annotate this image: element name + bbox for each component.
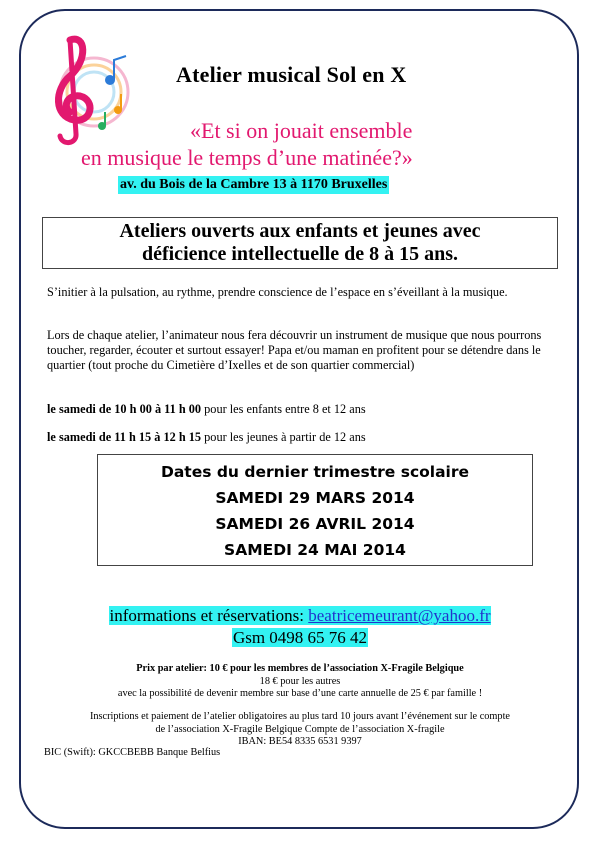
inscription-line-1: Inscriptions et paiement de l’atelier obligatoires au plus tard 10 jours avant l’événement sur le compte bbox=[89, 711, 511, 722]
inscription-line-2: de l’association X-Fragile Belgique Compte de l’association X-fragile bbox=[155, 723, 445, 735]
schedule-time: le samedi de 11 h 15 à 12 h 15 bbox=[47, 430, 202, 444]
email-link[interactable]: beatricemeurant@yahoo.fr bbox=[308, 606, 491, 625]
schedule-audience: pour les jeunes à partir de 12 ans bbox=[201, 430, 366, 444]
inscription-block bbox=[0, 711, 600, 749]
price-block bbox=[0, 663, 600, 701]
bic: BIC (Swift): GKCCBEBB Banque Belfius bbox=[44, 747, 221, 758]
intro-paragraph: S’initier à la pulsation, au rythme, prendre conscience de l’espace en s’éveillant à la musique. bbox=[47, 285, 508, 299]
schedule-youth bbox=[47, 430, 557, 445]
dates-box bbox=[97, 454, 533, 566]
quote-line-1: «Et si on jouait ensemble bbox=[190, 118, 413, 143]
audience-line-2: déficience intellectuelle de 8 à 15 ans. bbox=[141, 243, 459, 265]
price-line-3: avec la possibilité de devenir membre sur base d’une carte annuelle de 25 € par famille ! bbox=[117, 688, 483, 699]
info-label: informations et réservations: bbox=[109, 606, 309, 625]
iban: IBAN: BE54 8335 6531 9397 bbox=[238, 736, 362, 747]
schedule-audience: pour les enfants entre 8 et 12 ans bbox=[201, 402, 366, 416]
info-line bbox=[0, 606, 600, 626]
gsm-line bbox=[0, 628, 600, 648]
price-line-2: 18 € pour les autres bbox=[259, 675, 341, 687]
audience-box bbox=[42, 217, 558, 269]
date-item: SAMEDI 24 MAI 2014 bbox=[224, 541, 406, 559]
date-item: SAMEDI 29 MARS 2014 bbox=[215, 489, 415, 507]
description-paragraph: Lors de chaque atelier, l’animateur nous fera découvrir un instrument de musique que nous pourrons toucher, regarder, écouter et surtout essayer! Papa et/ou maman en profitent pour se détendre dans le quartier (tout proche du Cimetière d’Ixelles et de son quartier commercial) bbox=[47, 328, 542, 372]
address: av. du Bois de la Cambre 13 à 1170 Bruxelles bbox=[120, 177, 388, 192]
schedule-children bbox=[47, 402, 557, 417]
schedule-time: le samedi de 10 h 00 à 11 h 00 bbox=[47, 402, 202, 416]
price-line-1: Prix par atelier: 10 € pour les membres de l’association X-Fragile Belgique bbox=[136, 663, 464, 674]
date-item: SAMEDI 26 AVRIL 2014 bbox=[215, 515, 415, 533]
audience-line-1: Ateliers ouverts aux enfants et jeunes avec bbox=[119, 220, 481, 242]
gsm-number: Gsm 0498 65 76 42 bbox=[232, 628, 368, 647]
dates-title: Dates du dernier trimestre scolaire bbox=[160, 463, 470, 481]
quote-line-2: en musique le temps d’une matinée?» bbox=[81, 145, 413, 170]
page-title: Atelier musical Sol en X bbox=[176, 62, 407, 87]
music-logo-icon bbox=[40, 30, 130, 148]
